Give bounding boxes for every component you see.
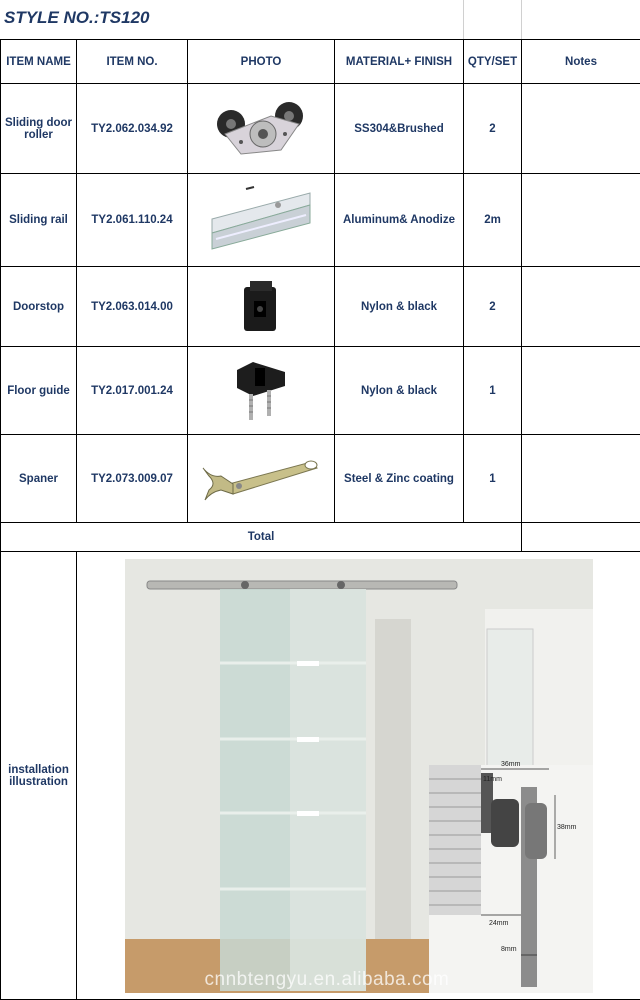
grid-line [463,0,464,39]
total-value [522,523,640,552]
spanner-photo [188,435,335,523]
item-qty: 2 [464,267,522,347]
roller-photo [188,84,335,174]
item-name: Floor guide [1,347,77,435]
item-number: TY2.063.014.00 [77,267,188,347]
spec-table [0,39,640,1000]
table-row [1,347,640,435]
item-material: Nylon & black [335,347,464,435]
header-row [1,40,640,84]
item-material: Nylon & black [335,267,464,347]
watermark: cnnbtengyu.en.alibaba.com [204,968,450,990]
header-notes: Notes [522,40,640,84]
item-notes [522,435,640,523]
item-qty: 1 [464,347,522,435]
total-label: Total [1,523,522,552]
item-qty: 1 [464,435,522,523]
dimension-label: 11mm [482,775,502,783]
table-row [1,435,640,523]
total-row [1,523,640,552]
item-qty: 2m [464,174,522,267]
installation-illustration [77,552,640,1000]
item-notes [522,174,640,267]
item-notes [522,267,640,347]
header-material: MATERIAL+ FINISH [335,40,464,84]
header-item-name: ITEM NAME [1,40,77,84]
item-name: Sliding rail [1,174,77,267]
brick-wall-icon [429,765,481,915]
installation-scene [125,559,593,993]
style-number-title: STYLE NO.:TS120 [4,8,150,27]
table-row [1,174,640,267]
header-qty: QTY/SET [464,40,522,84]
table-row [1,267,640,347]
item-name: Spaner [1,435,77,523]
item-name: Sliding door roller [1,84,77,174]
doorstop-photo [188,267,335,347]
item-number: TY2.061.110.24 [77,174,188,267]
grid-line [521,0,522,39]
dimension-label: 24mm [488,919,508,927]
item-notes [522,347,640,435]
item-material: Steel & Zinc coating [335,435,464,523]
item-name: Doorstop [1,267,77,347]
item-number: TY2.073.009.07 [77,435,188,523]
rail-photo [188,174,335,267]
item-number: TY2.017.001.24 [77,347,188,435]
item-material: SS304&Brushed [335,84,464,174]
floor-guide-photo [188,347,335,435]
installation-row [1,552,640,1000]
table-row [1,84,640,174]
header-photo: PHOTO [188,40,335,84]
item-qty: 2 [464,84,522,174]
dimension-label: 8mm [500,945,517,953]
item-number: TY2.062.034.92 [77,84,188,174]
dimension-label: 36mm [500,760,520,768]
header-item-no: ITEM NO. [77,40,188,84]
dimension-label: 38mm [556,823,576,831]
item-notes [522,84,640,174]
item-material: Aluminum& Anodize [335,174,464,267]
installation-label: installation illustration [1,552,77,1000]
